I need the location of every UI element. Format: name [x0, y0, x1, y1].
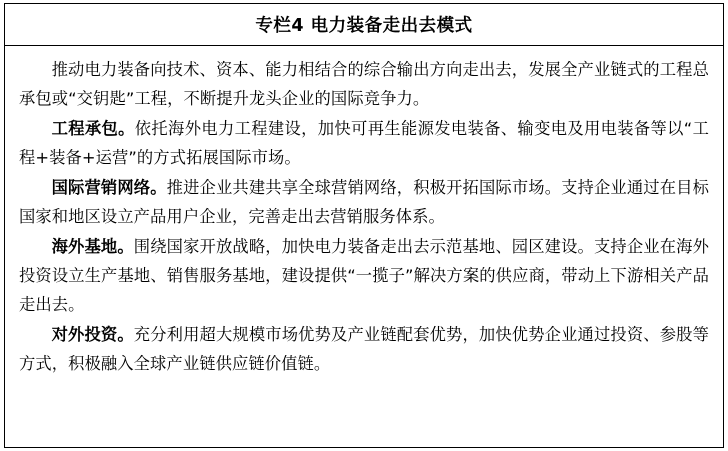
- paragraph-text: 推动电力装备向技术、资本、能力相结合的综合输出方向走出去，发展全产业链式的工程总承包或“交钥匙”工程，不断提升龙头企业的国际竞争力。: [19, 60, 709, 108]
- paragraph-lead: 国际营销网络。: [51, 178, 167, 197]
- paragraph-lead: 对外投资。: [51, 325, 134, 344]
- callout-body: [5, 46, 723, 378]
- paragraph-text: 推进企业共建共享全球营销网络，积极开拓国际市场。支持企业通过在目标国家和地区设立产品用户企业，完善走出去营销服务体系。: [19, 178, 709, 226]
- paragraph: [19, 173, 709, 231]
- paragraph: [19, 232, 709, 319]
- paragraph-text: 充分利用超大规模市场优势及产业链配套优势，加快优势企业通过投资、参股等方式，积极融入全球产业链供应链价值链。: [19, 325, 709, 373]
- paragraph-lead: 工程承包。: [51, 119, 135, 138]
- paragraph-text: 围绕国家开放战略，加快电力装备走出去示范基地、园区建设。支持企业在海外投资设立生产基地、销售服务基地，建设提供“一揽子”解决方案的供应商，带动上下游相关产品走出去。: [19, 237, 709, 314]
- paragraph-lead: 海外基地。: [51, 237, 134, 256]
- callout-box: [4, 3, 724, 448]
- paragraph: [19, 320, 709, 378]
- paragraph-text: 依托海外电力工程建设，加快可再生能源发电装备、输变电及用电装备等以“工程+装备+运营”的方式拓展国际市场。: [19, 119, 709, 167]
- page-title: 专栏4 电力装备走出去模式: [255, 16, 473, 36]
- paragraph: [19, 114, 709, 172]
- paragraph: [19, 55, 709, 113]
- callout-title-row: [5, 4, 723, 46]
